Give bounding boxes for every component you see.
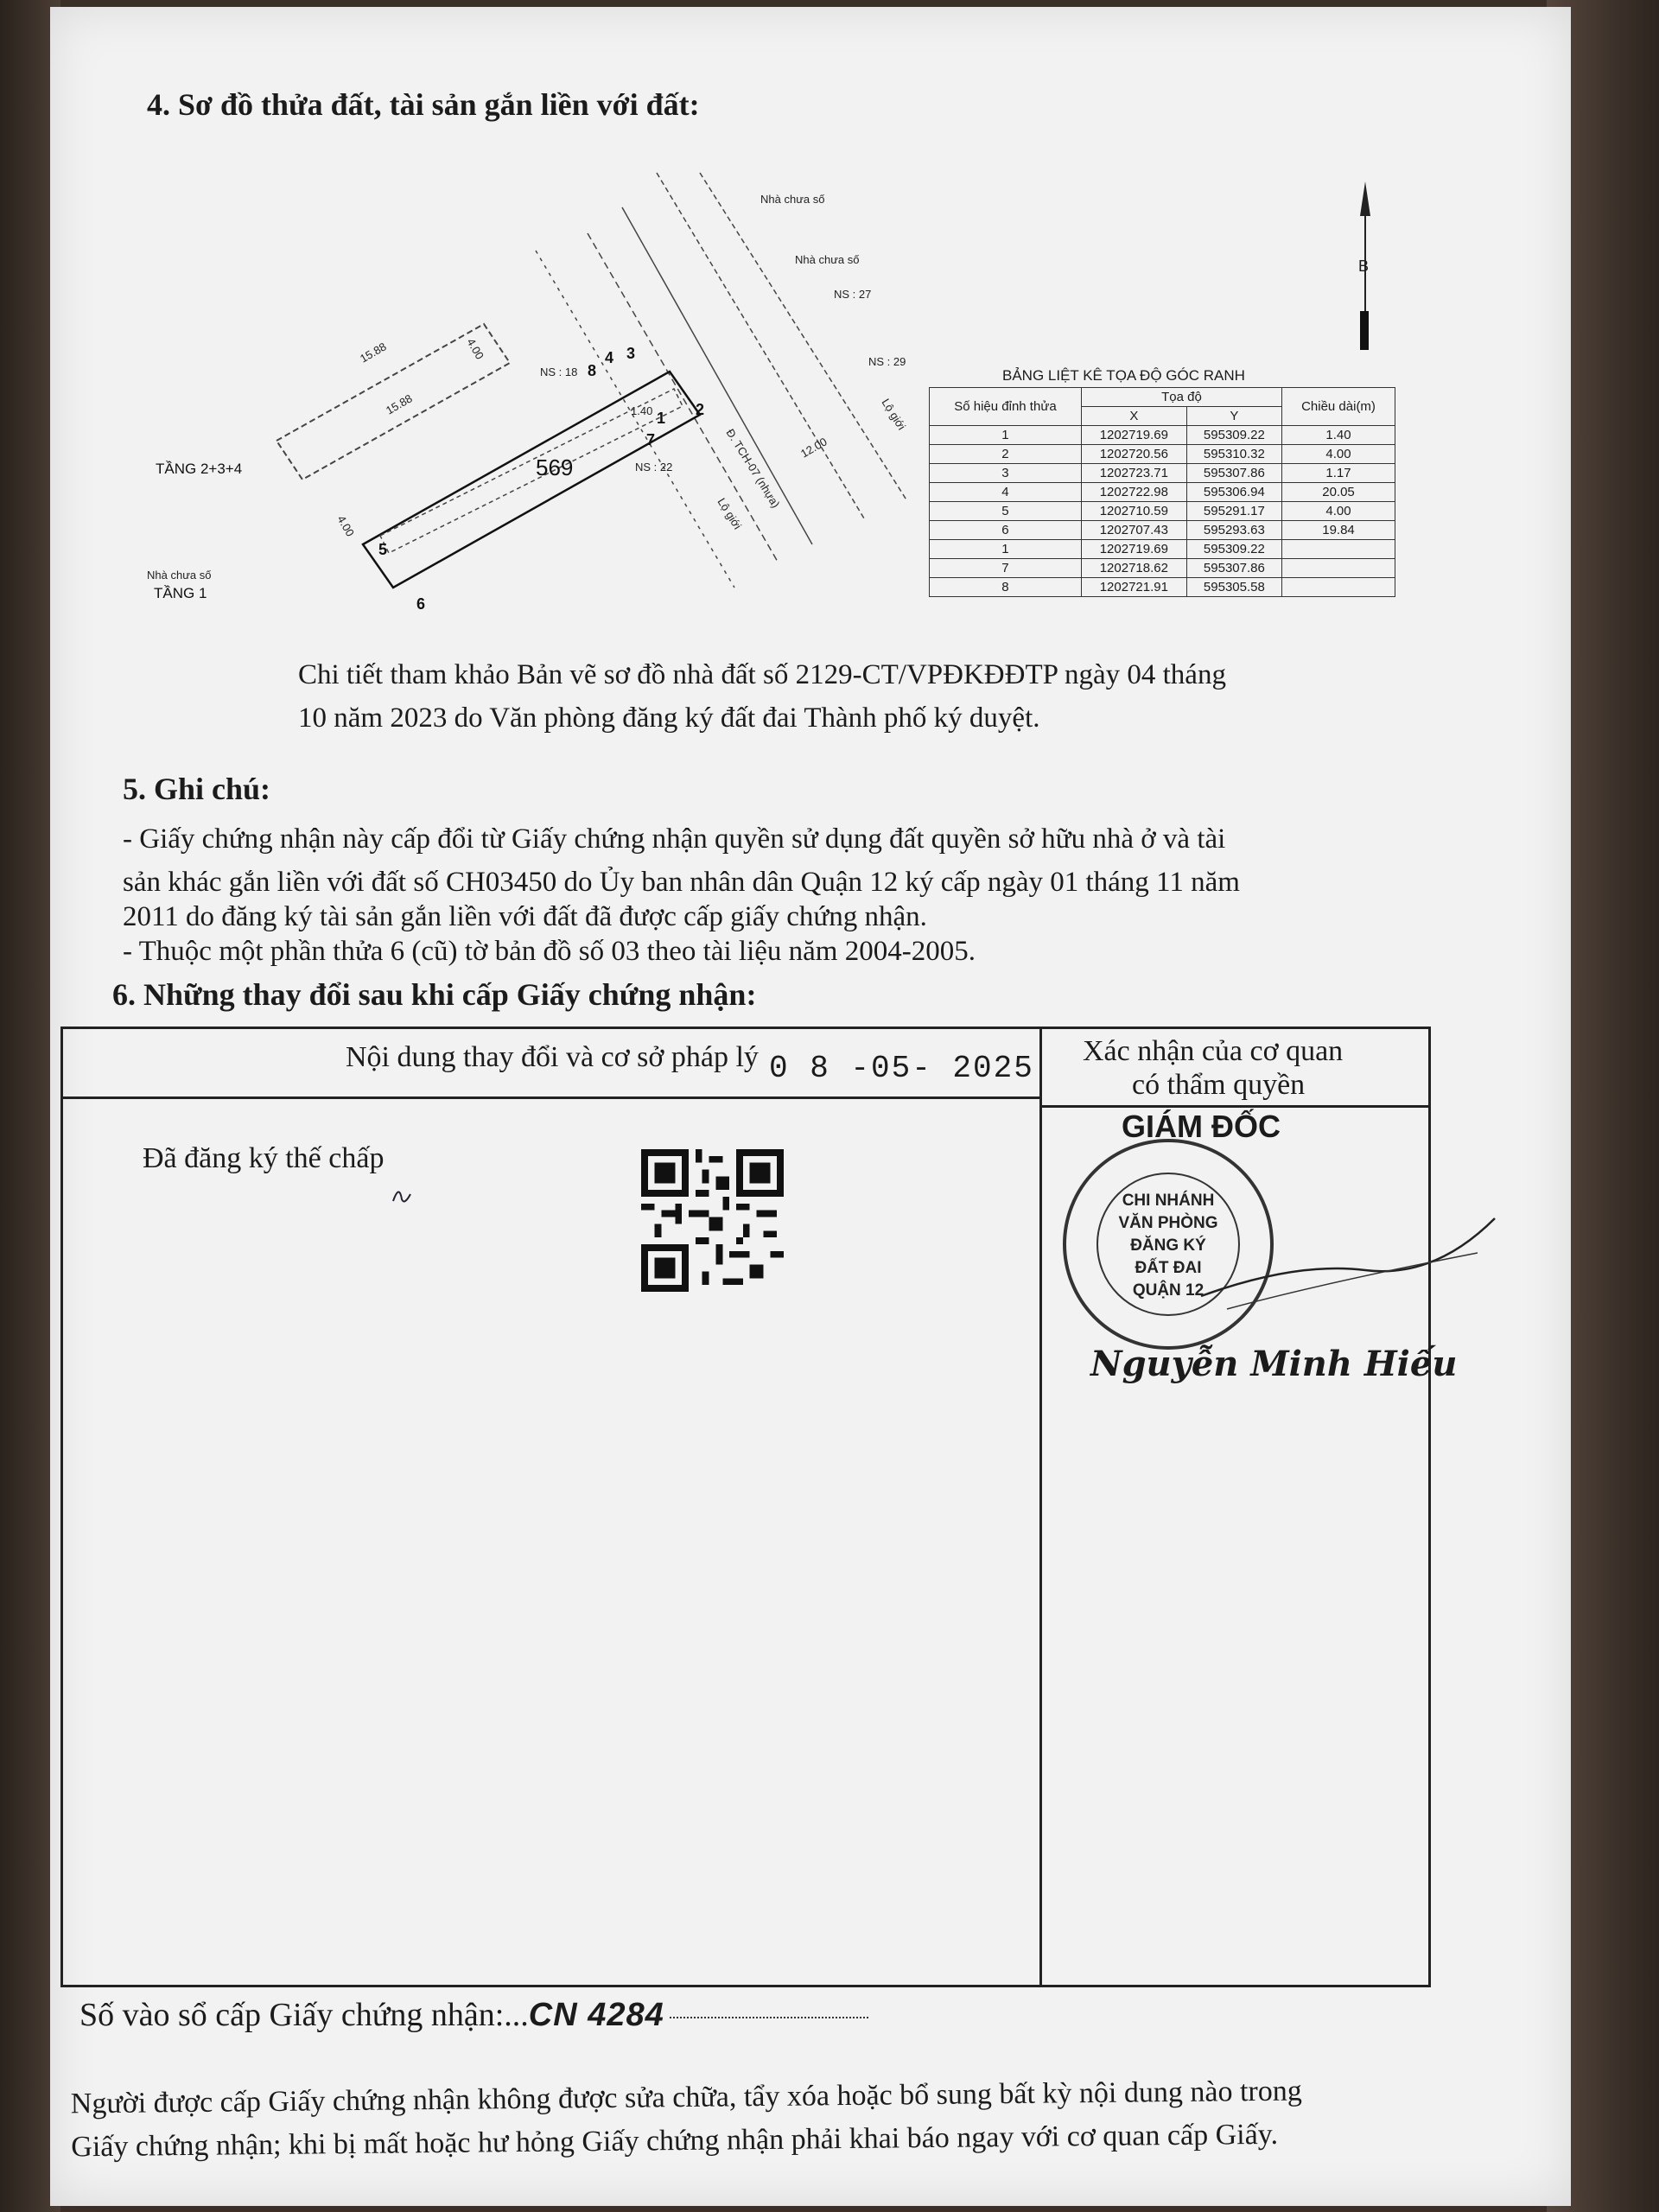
street-label: Lộ giới — [879, 396, 909, 433]
cell: 595305.58 — [1186, 578, 1281, 597]
footer-line-1: Người được cấp Giấy chứng nhận không được sửa chữa, tẩy xóa hoặc bổ sung bất kỳ nội dung nào trong — [70, 2075, 1302, 2120]
floor-ground-label: TẦNG 1 — [154, 585, 207, 601]
seal-line: ĐĂNG KÝ — [1130, 1236, 1206, 1255]
table-row — [930, 445, 1395, 464]
change-entry: Đã đăng ký thế chấp — [143, 1142, 385, 1174]
parcel-number: 569 — [536, 454, 574, 480]
table-row — [930, 578, 1395, 597]
cell: 1202719.69 — [1081, 426, 1186, 445]
table-row — [930, 502, 1395, 521]
neighbor-label: Nhà chưa số — [147, 569, 212, 582]
table-row — [930, 521, 1395, 540]
dimension-label: 15.88 — [358, 340, 389, 365]
vertex-label: 6 — [416, 595, 426, 613]
seal-line: CHI NHÁNH — [1122, 1192, 1215, 1210]
dimension-label: 15.88 — [384, 391, 415, 417]
cell: 1.17 — [1282, 464, 1395, 483]
note-line-4: - Thuộc một phần thửa 6 (cũ) tờ bản đồ số 03 theo tài liệu năm 2004-2005. — [123, 936, 976, 967]
house-number: NS : 29 — [868, 355, 906, 368]
seal-line: VĂN PHÒNG — [1118, 1214, 1218, 1232]
cell — [1282, 578, 1395, 597]
house-number: NS : 22 — [635, 461, 673, 474]
coord-header-point: Số hiệu đỉnh thửa — [930, 388, 1082, 426]
cell: 595309.22 — [1186, 540, 1281, 559]
reference-line-1: Chi tiết tham khảo Bản vẽ sơ đồ nhà đất số 2129-CT/VPĐKĐĐTP ngày 04 tháng — [298, 659, 1226, 690]
coord-header-length: Chiều dài(m) — [1282, 388, 1395, 426]
vertex-label: 2 — [696, 401, 705, 418]
cell: 1202719.69 — [1081, 540, 1186, 559]
cell: 1202721.91 — [1081, 578, 1186, 597]
floor-upper-label: TẦNG 2+3+4 — [156, 461, 243, 477]
cell: 6 — [930, 521, 1082, 540]
cell: 1 — [930, 540, 1082, 559]
dimension-label: 4.00 — [334, 513, 358, 539]
dimension-label: 12.00 — [798, 435, 830, 461]
cell: 5 — [930, 502, 1082, 521]
table-row — [930, 559, 1395, 578]
cell: 1 — [930, 426, 1082, 445]
cell: 7 — [930, 559, 1082, 578]
record-dots — [670, 2017, 868, 2018]
note-line-1: - Giấy chứng nhận này cấp đổi từ Giấy chứng nhận quyền sử dụng đất quyền sở hữu nhà ở và tài — [123, 823, 1226, 855]
house-number: NS : 18 — [540, 365, 578, 378]
cell: 595306.94 — [1186, 483, 1281, 502]
cell: 3 — [930, 464, 1082, 483]
col-confirm-header-1: Xác nhận của cơ quan — [1083, 1035, 1344, 1067]
coord-table-caption: BẢNG LIỆT KÊ TỌA ĐỘ GÓC RANH — [1002, 367, 1245, 384]
changes-column-divider — [1039, 1105, 1042, 1985]
cell: 4.00 — [1282, 502, 1395, 521]
table-row — [930, 540, 1395, 559]
date-stamp: 0 8 -05- 2025 — [769, 1051, 1034, 1086]
neighbor-label: Nhà chưa số — [795, 253, 860, 266]
footer-line-2: Giấy chứng nhận; khi bị mất hoặc hư hỏng Giấy chứng nhận phải khai báo ngay với cơ quan cấp Giấy. — [71, 2118, 1279, 2164]
director-title: GIÁM ĐỐC — [1122, 1109, 1281, 1144]
dimension-label: 4.00 — [464, 336, 487, 362]
north-label: B — [1358, 257, 1370, 275]
reference-line-2: 10 năm 2023 do Văn phòng đăng ký đất đai Thành phố ký duyệt. — [298, 702, 1040, 734]
signature-stroke — [1192, 1201, 1503, 1322]
cell: 595309.22 — [1186, 426, 1281, 445]
col-content-header: Nội dung thay đổi và cơ sở pháp lý — [346, 1041, 759, 1073]
cell: 1202722.98 — [1081, 483, 1186, 502]
cell: 595307.86 — [1186, 559, 1281, 578]
vertex-label: 5 — [378, 541, 388, 558]
signer-name: Nguyễn Minh Hiếu — [1090, 1344, 1458, 1384]
coord-header-x: X — [1081, 407, 1186, 426]
street-label: Lộ giới — [715, 495, 745, 532]
col-confirm-header-2: có thẩm quyền — [1132, 1069, 1306, 1101]
seal-line: QUẬN 12 — [1132, 1281, 1205, 1300]
cell: 1.40 — [1282, 426, 1395, 445]
cell: 595293.63 — [1186, 521, 1281, 540]
record-label: Số vào sổ cấp Giấy chứng nhận:... — [79, 1997, 529, 2033]
house-number: NS : 27 — [834, 288, 872, 301]
dimension-label: 1.40 — [631, 404, 653, 417]
footer-notice — [71, 2069, 1463, 2170]
record-value: CN 4284 — [528, 1997, 664, 2033]
seal-line: ĐẤT ĐAI — [1135, 1259, 1202, 1277]
coord-table — [929, 387, 1395, 597]
vertex-label: 4 — [605, 349, 614, 366]
street-label: Đ. TCH-07 (nhựa) — [723, 426, 783, 511]
qr-code-icon[interactable] — [641, 1149, 784, 1292]
cell — [1282, 559, 1395, 578]
coord-header-coords: Tọa độ — [1081, 388, 1281, 407]
cell: 595310.32 — [1186, 445, 1281, 464]
table-row — [930, 464, 1395, 483]
note-line-3: 2011 do đăng ký tài sản gắn liền với đất đã được cấp giấy chứng nhận. — [123, 901, 927, 932]
cell: 595291.17 — [1186, 502, 1281, 521]
coord-header-y: Y — [1186, 407, 1281, 426]
section-4-title: 4. Sơ đồ thửa đất, tài sản gắn liền với đất: — [147, 87, 700, 122]
vertex-label: 8 — [588, 362, 597, 379]
cell: 1202720.56 — [1081, 445, 1186, 464]
note-line-2: sản khác gắn liền với đất số CH03450 do Ủy ban nhân dân Quận 12 ký cấp ngày 01 tháng 11 năm — [123, 867, 1240, 898]
record-number — [79, 1996, 868, 2034]
section-6-title: 6. Những thay đổi sau khi cấp Giấy chứng nhận: — [112, 977, 757, 1012]
cell: 2 — [930, 445, 1082, 464]
cell: 595307.86 — [1186, 464, 1281, 483]
cell: 19.84 — [1282, 521, 1395, 540]
vertex-label: 3 — [626, 345, 636, 362]
section-5-title: 5. Ghi chú: — [123, 772, 271, 806]
cell: 1202718.62 — [1081, 559, 1186, 578]
table-row — [930, 426, 1395, 445]
cell — [1282, 540, 1395, 559]
cell: 1202707.43 — [1081, 521, 1186, 540]
table-row — [930, 483, 1395, 502]
cell: 4.00 — [1282, 445, 1395, 464]
cell: 4 — [930, 483, 1082, 502]
cell: 1202710.59 — [1081, 502, 1186, 521]
cell: 20.05 — [1282, 483, 1395, 502]
cell: 8 — [930, 578, 1082, 597]
vertex-label: 7 — [646, 431, 656, 448]
neighbor-label: Nhà chưa số — [760, 193, 825, 206]
land-plot-diagram — [104, 156, 950, 639]
vertex-label: 1 — [657, 410, 666, 427]
cell: 1202723.71 — [1081, 464, 1186, 483]
pen-mark-icon — [389, 1175, 415, 1210]
